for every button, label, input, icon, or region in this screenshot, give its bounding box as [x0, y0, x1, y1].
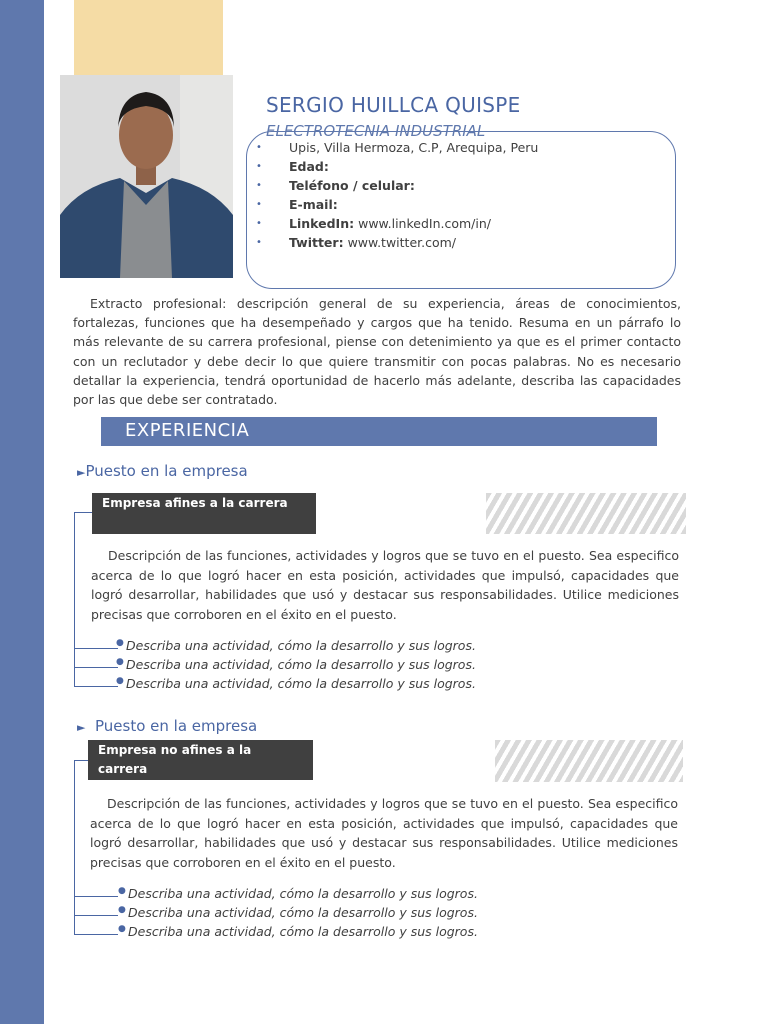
job-bullet: ● Describa una actividad, cómo la desarrollo y sus logros.	[118, 886, 478, 901]
bullet-icon: •	[256, 180, 262, 191]
professional-summary: Extracto profesional: descripción general de su experiencia, áreas de conocimientos, fortalezas, funciones que ha desempeñado y cargos que ha tenido. Resuma en un párrafo lo más relevante de su carrera profesional, piense con detenimiento ya que es el primer contacto con un reclutador y debe decir lo que quiere transmitir con pocas palabras. No es necesario detallar la experiencia, tendrá oportunidad de hacerlo más adelante, describa las capacidades por las que debe ser contratado.	[73, 296, 681, 408]
bullet-icon: ●	[118, 924, 126, 934]
timeline-connector	[74, 896, 118, 897]
timeline-connector	[74, 667, 118, 668]
contact-twitter: • Twitter: www.twitter.com/	[256, 235, 457, 250]
job-description: Descripción de las funciones, actividades y logros que se tuvo en el puesto. Sea especifico acerca de lo que logró hacer en esta posición, actividades que impulsó, capacidades que logró desarrollar, habilidades que usó y destacar sus responsabilidades. Utilice mediciones precisas que corroboren en el éxito en el puesto.	[91, 548, 679, 622]
bullet-icon: ●	[116, 657, 124, 667]
arrow-right-icon: ►	[77, 466, 86, 479]
company-box: Empresa afines a la carrera	[92, 493, 316, 534]
left-accent-bar	[0, 0, 44, 1024]
bullet-icon: ●	[118, 886, 126, 896]
bullet-icon: •	[256, 218, 262, 229]
job-title: ►Puesto en la empresa	[77, 462, 248, 480]
timeline-connector	[74, 915, 118, 916]
bullet-icon: ●	[116, 676, 124, 686]
job-bullet: ● Describa una actividad, cómo la desarrollo y sus logros.	[116, 657, 476, 672]
contact-linkedin: • LinkedIn: www.linkedIn.com/in/	[256, 216, 491, 231]
profile-photo	[60, 75, 233, 278]
job-bullet: ● Describa una actividad, cómo la desarrollo y sus logros.	[118, 924, 478, 939]
contact-list	[256, 138, 538, 252]
timeline-line	[74, 512, 75, 686]
bullet-icon: ●	[118, 905, 126, 915]
timeline-connector	[74, 512, 92, 513]
timeline-connector	[74, 648, 118, 649]
job-description: Descripción de las funciones, actividades y logros que se tuvo en el puesto. Sea especifico acerca de lo que logró hacer en esta posición, actividades que impulsó, capacidades que logró desarrollar, habilidades que usó y destacar sus responsabilidades. Utilice mediciones precisas que corroboren en el éxito en el puesto.	[90, 796, 678, 870]
contact-phone: • Teléfono / celular:	[256, 178, 415, 193]
job-bullet: ● Describa una actividad, cómo la desarrollo y sus logros.	[116, 638, 476, 653]
bullet-icon: ●	[116, 638, 124, 648]
top-decor-block	[74, 0, 223, 76]
bullet-icon: •	[256, 237, 262, 248]
bullet-icon: •	[256, 142, 262, 153]
experience-section-bar	[101, 417, 657, 446]
job-bullet: ● Describa una actividad, cómo la desarrollo y sus logros.	[116, 676, 476, 691]
timeline-connector	[74, 686, 118, 687]
hatch-decor	[495, 740, 683, 782]
hatch-decor	[486, 493, 686, 534]
bullet-icon: •	[256, 161, 262, 172]
candidate-profession: ELECTROTECNIA INDUSTRIAL	[266, 122, 486, 140]
timeline-line	[74, 760, 75, 934]
job-title: ► Puesto en la empresa	[77, 717, 258, 735]
candidate-name: SERGIO HUILLCA QUISPE	[266, 93, 521, 117]
timeline-connector	[74, 934, 118, 935]
contact-address: • Upis, Villa Hermoza, C.P, Arequipa, Peru	[256, 140, 539, 155]
company-box: Empresa no afines a la carrera	[88, 740, 313, 780]
arrow-right-icon: ►	[77, 721, 86, 734]
experience-heading: EXPERIENCIA	[125, 420, 250, 441]
bullet-icon: •	[256, 199, 262, 210]
job-bullet: ● Describa una actividad, cómo la desarrollo y sus logros.	[118, 905, 478, 920]
contact-email: • E-mail:	[256, 197, 338, 212]
contact-age: • Edad:	[256, 159, 329, 174]
timeline-connector	[74, 760, 88, 761]
